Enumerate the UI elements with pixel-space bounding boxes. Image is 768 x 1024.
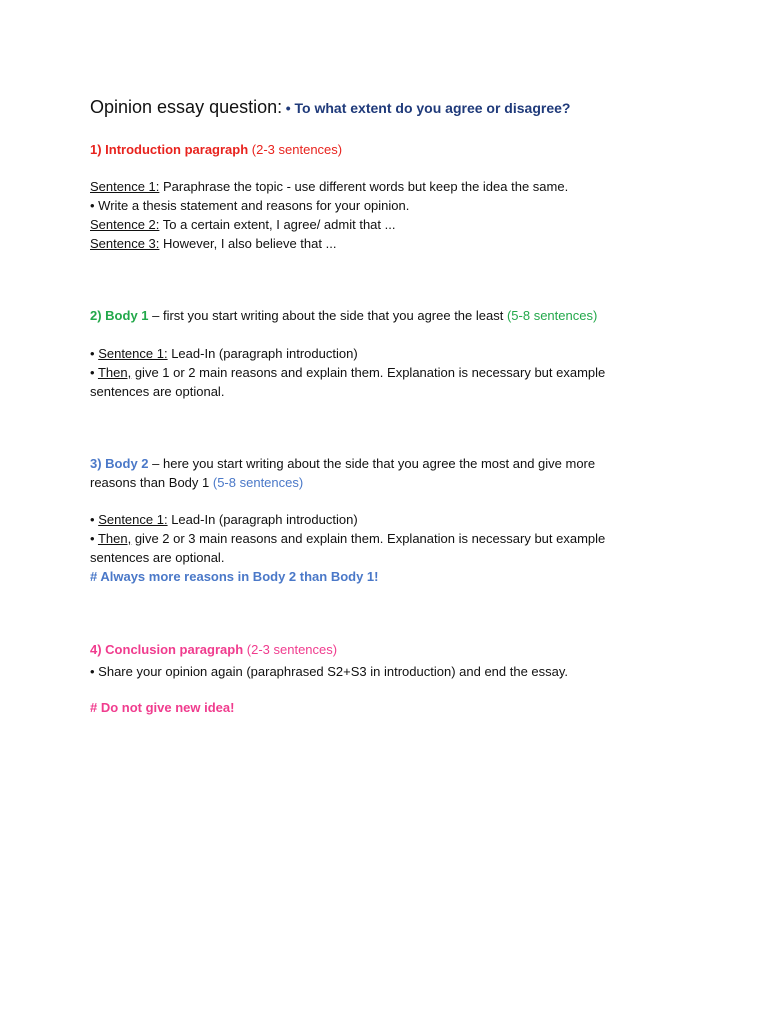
body1-bullet-2-cont: sentences are optional. — [90, 384, 225, 399]
body2-bullet-1 — [90, 510, 358, 529]
conclusion-heading: 4) Conclusion paragraph — [90, 642, 244, 657]
title-main: Opinion essay question: — [90, 97, 283, 117]
body1-b1-text: Lead-In (paragraph introduction) — [171, 346, 358, 361]
intro-heading: 1) Introduction paragraph — [90, 142, 249, 157]
intro-count: (2-3 sentences) — [251, 142, 343, 157]
intro-sentence-1 — [90, 177, 568, 196]
body1-b2-bullet: • — [90, 365, 95, 380]
body2-bullet-2 — [90, 529, 605, 548]
body2-desc: – here you start writing about the side that you agree the most and give more — [152, 456, 596, 471]
intro-thesis-bullet: • Write a thesis statement and reasons for your opinion. — [90, 198, 410, 213]
intro-s1-text: Paraphrase the topic - use different words but keep the idea the same. — [163, 179, 569, 194]
body2-b1-bullet: • — [90, 512, 95, 527]
intro-sentence-2 — [90, 215, 395, 234]
conclusion-heading-line — [90, 640, 337, 659]
intro-sentence-3 — [90, 234, 336, 253]
conclusion-bullet: • Share your opinion again (paraphrased S2+S3 in introduction) and end the essay. — [90, 664, 569, 679]
body1-b1-bullet: • — [90, 346, 95, 361]
body2-b2-bullet: • — [90, 531, 95, 546]
intro-s3-label: Sentence 3: — [90, 236, 160, 251]
body2-b1-text: Lead-In (paragraph introduction) — [171, 512, 358, 527]
intro-s2-text: To a certain extent, I agree/ admit that ... — [162, 217, 396, 232]
body2-heading-line — [90, 454, 595, 473]
body1-heading: 2) Body 1 — [90, 308, 149, 323]
conclusion-count: (2-3 sentences) — [246, 642, 338, 657]
essay-title — [90, 98, 570, 118]
body1-desc: – first you start writing about the side that you agree the least — [152, 308, 504, 323]
body2-desc-2: reasons than Body 1 — [90, 475, 210, 490]
body2-b2-label: Then, — [97, 531, 132, 546]
body1-bullet-1 — [90, 344, 358, 363]
body2-note: # Always more reasons in Body 2 than Body 1! — [90, 569, 379, 584]
body1-b1-label: Sentence 1: — [98, 346, 168, 361]
intro-s2-label: Sentence 2: — [90, 217, 160, 232]
body2-count: (5-8 sentences) — [212, 475, 304, 490]
body2-bullet-2-cont: sentences are optional. — [90, 550, 225, 565]
body1-b2-label: Then, — [97, 365, 132, 380]
title-question: • To what extent do you agree or disagree? — [285, 100, 571, 116]
body1-bullet-2 — [90, 363, 605, 382]
intro-s1-label: Sentence 1: — [90, 179, 160, 194]
conclusion-note: # Do not give new idea! — [90, 700, 235, 715]
body2-heading-line-2 — [90, 473, 303, 492]
intro-heading-line — [90, 140, 342, 159]
body1-count: (5-8 sentences) — [506, 308, 598, 323]
body1-b2-text: give 1 or 2 main reasons and explain them. Explanation is necessary but example — [134, 365, 606, 380]
intro-s3-text: However, I also believe that ... — [163, 236, 337, 251]
body2-b1-label: Sentence 1: — [98, 512, 168, 527]
body2-b2-text: give 2 or 3 main reasons and explain them. Explanation is necessary but example — [134, 531, 606, 546]
body2-heading: 3) Body 2 — [90, 456, 149, 471]
body1-heading-line — [90, 306, 597, 325]
